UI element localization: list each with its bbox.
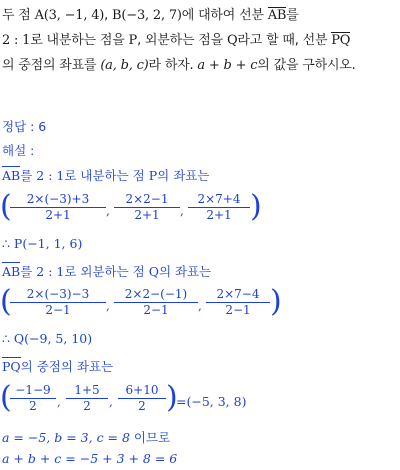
question-line-3: 의 중점의 좌표를 (a, b, c)라 하자. a + b + c의 값을 구하시오.	[2, 58, 356, 73]
question-text	[2, 3, 398, 78]
step3-midpoint: ( $\frac{-1-9}{2}$ , $\frac{1+5}{2}$ , $\frac{6+10}{2}$ ) =(−5, 3, 8)	[0, 380, 247, 415]
fraction: $\frac{-1-9}{2}$	[10, 383, 56, 414]
step2-heading: AB를 2 : 1로 외분하는 점 Q의 좌표는	[2, 264, 212, 279]
point-a: A(3, −1, 4)	[34, 8, 105, 23]
fraction: $\frac{2\times 7-4}{2-1}$	[206, 287, 270, 318]
step4-values: a = −5, b = 3, c = 8 이므로	[2, 430, 171, 445]
fraction: $\frac{2\times 7+4}{2+1}$	[188, 192, 250, 223]
final-answer: a + b + c = −5 + 3 + 8 = 6	[2, 451, 178, 466]
step1-coordinates: ( $\frac{2\times(-3)+3}{2+1}$ , $\frac{2\times 2-1}{2+1}$ , $\frac{2\times 7+4}{2+1}$ )	[0, 189, 262, 224]
fraction: $\frac{6+10}{2}$	[118, 383, 166, 414]
step2-coordinates: ( $\frac{2\times(-3)-3}{2-1}$ , $\frac{2\times 2-(-1)}{2-1}$ , $\frac{2\times 7-4}{2-1}$ )	[0, 284, 282, 319]
midpoint-result: =(−5, 3, 8)	[176, 394, 247, 409]
explanation-label: 해설 :	[2, 143, 35, 158]
point-b: B(−3, 2, 7)	[112, 8, 182, 23]
fraction: $\frac{2\times(-3)-3}{2-1}$	[10, 287, 106, 318]
question-line-2: 2 : 1로 내분하는 점을 P, 외분하는 점을 Q라고 할 때, 선분 PQ	[2, 33, 351, 48]
segment-pq: PQ	[331, 33, 351, 48]
segment-ab: AB	[267, 8, 287, 23]
fraction: $\frac{2\times 2-(-1)}{2-1}$	[114, 287, 198, 318]
step1-result: ∴ P(−1, 1, 6)	[2, 236, 83, 251]
answer-label: 정답 : 6	[2, 119, 47, 134]
step2-result: ∴ Q(−9, 5, 10)	[2, 331, 93, 346]
step1-heading: AB를 2 : 1로 내분하는 점 P의 좌표는	[2, 168, 210, 183]
fraction: $\frac{1+5}{2}$	[66, 383, 108, 414]
step3-heading: PQ의 중점의 좌표는	[2, 359, 114, 374]
question-line-1: 두 점 A(3, −1, 4), B(−3, 2, 7)에 대하여 선분 AB를	[2, 8, 299, 23]
fraction: $\frac{2\times 2-1}{2+1}$	[114, 192, 180, 223]
fraction: $\frac{2\times(-3)+3}{2+1}$	[10, 192, 106, 223]
